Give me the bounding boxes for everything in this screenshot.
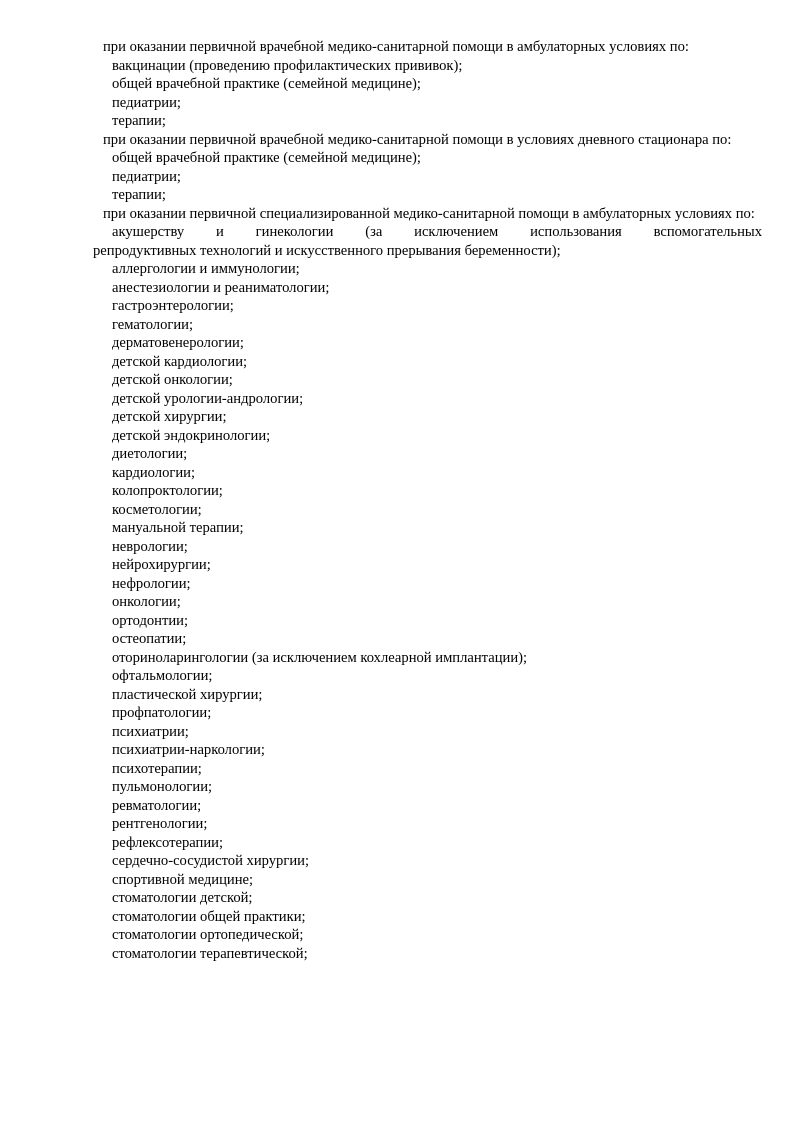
list-item: педиатрии; <box>112 94 181 111</box>
list-item: гематологии; <box>112 316 194 333</box>
list-item: ортодонтии; <box>112 612 189 629</box>
list-item: детской урологии-андрологии; <box>112 390 304 407</box>
list-item-wrapped <box>93 223 762 260</box>
document-page <box>93 38 762 963</box>
list-item-line: репродуктивных технологий и искусственного прерывания беременности); <box>93 242 561 259</box>
list-item: гастроэнтерологии; <box>112 298 234 314</box>
list-item: общей врачебной практике (семейной медицине); <box>112 76 421 92</box>
list-item: анестезиологии и реаниматологии; <box>112 279 330 296</box>
list-item: ревматологии; <box>112 797 202 814</box>
list-item: онкологии; <box>112 594 181 610</box>
list-item: стоматологии терапевтической; <box>112 945 308 962</box>
list-item: вакцинации (проведению профилактических прививок); <box>112 57 463 74</box>
list-item: нейрохирургии; <box>112 557 211 573</box>
section-heading: при оказании первичной специализированной медико-санитарной помощи в амбулаторных условиях по: <box>103 205 755 222</box>
list-item: детской эндокринологии; <box>112 427 271 444</box>
list-item: стоматологии ортопедической; <box>112 927 304 943</box>
list-item: дерматовенерологии; <box>112 335 244 351</box>
list-item: стоматологии общей практики; <box>112 908 306 925</box>
list-item: психиатрии-наркологии; <box>112 742 265 758</box>
list-item: нефрологии; <box>112 575 191 592</box>
list-item: детской кардиологии; <box>112 353 248 370</box>
section-heading: при оказании первичной врачебной медико-санитарной помощи в амбулаторных условиях по: <box>103 39 689 55</box>
list-item: терапии; <box>112 187 166 203</box>
list-item: офтальмологии; <box>112 668 213 684</box>
list-item-line: акушерству и гинекологии (за исключением использования вспомогательных <box>112 224 762 240</box>
list-item: остеопатии; <box>112 631 187 647</box>
list-item: пластической хирургии; <box>112 686 263 703</box>
section-heading: при оказании первичной врачебной медико-санитарной помощи в условиях дневного стационара по: <box>103 131 732 148</box>
list-item: терапии; <box>112 113 166 129</box>
list-item: диетологии; <box>112 446 188 462</box>
list-item: неврологии; <box>112 538 188 555</box>
list-item: мануальной терапии; <box>112 520 244 536</box>
list-item: косметологии; <box>112 501 202 518</box>
list-item: пульмонологии; <box>112 779 213 795</box>
list-item: оториноларингологии (за исключением кохлеарной имплантации); <box>112 649 528 666</box>
list-item: сердечно-сосудистой хирургии; <box>112 853 310 869</box>
list-item: стоматологии детской; <box>112 890 253 906</box>
list-item: педиатрии; <box>112 168 181 185</box>
list-item: рефлексотерапии; <box>112 834 224 851</box>
list-item: рентгенологии; <box>112 816 208 832</box>
list-item: психотерапии; <box>112 760 202 777</box>
list-item: детской онкологии; <box>112 372 233 388</box>
list-item: спортивной медицине; <box>112 871 254 888</box>
list-item: психиатрии; <box>112 723 189 740</box>
list-item: профпатологии; <box>112 705 212 721</box>
list-item: общей врачебной практике (семейной медицине); <box>112 150 421 166</box>
list-item: кардиологии; <box>112 464 196 481</box>
list-item: колопроктологии; <box>112 483 223 499</box>
list-item: аллергологии и иммунологии; <box>112 261 300 277</box>
list-item: детской хирургии; <box>112 409 227 425</box>
